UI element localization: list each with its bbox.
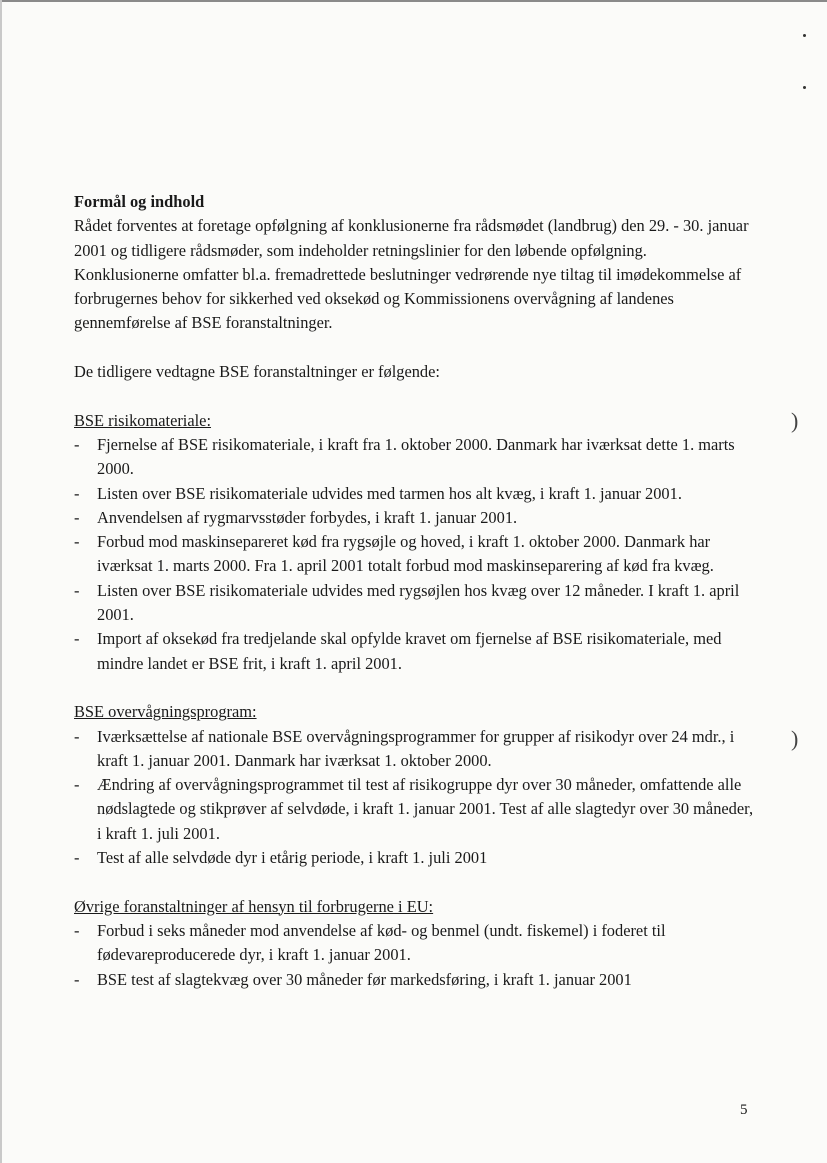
section-overvaagningsprogram	[74, 700, 754, 870]
list-item: - Iværksættelse af nationale BSE overvågningsprogrammer for grupper af risikodyr over 24 mdr., i kraft 1. januar 2001. Danmark har iværksat 1. oktober 2000.	[74, 726, 735, 770]
list-item: - Import af oksekød fra tredjelande skal opfylde kravet om fjernelse af BSE risikomateriale, med mindre landet er BSE frit, i kraft 1. april 2001.	[74, 629, 722, 673]
list-item: - Listen over BSE risikomateriale udvides med tarmen hos alt kvæg, i kraft 1. januar 2001.	[74, 483, 682, 503]
measure-list	[74, 725, 754, 871]
scan-left-edge	[0, 0, 2, 1163]
section-title: Formål og indhold	[74, 192, 205, 211]
list-item: - BSE test af slagtekvæg over 30 måneder før markedsføring, i kraft 1. januar 2001	[74, 969, 632, 989]
list-item: - Anvendelsen af rygmarvsstøder forbydes, i kraft 1. januar 2001.	[74, 507, 518, 527]
binder-hole-mark: )	[791, 726, 799, 751]
list-item: - Listen over BSE risikomateriale udvides med rygsøjlen hos kvæg over 12 måneder. I kraft 1. april 2001.	[74, 580, 740, 625]
intro-paragraph: Rådet forventes at foretage opfølgning af konklusionerne fra rådsmødet (landbrug) den 29. - 30. januar 2001 og tidligere rådsmøder, som indeholder retningslinier for den løbende opfølgning. Konklusionerne omfatter bl.a. fremadrettede beslutninger vedrørende nye tiltag til imødekommelse af forbrugernes behov for sikkerhed ved oksekød og Kommissionens overvågning af landenes gennemførelse af BSE foranstaltninger.	[74, 216, 749, 333]
list-item: - Fjernelse af BSE risikomateriale, i kraft fra 1. oktober 2000. Danmark har iværksat dette 1. marts 2000.	[74, 434, 735, 479]
list-item: - Test af alle selvdøde dyr i etårig periode, i kraft 1. juli 2001	[74, 848, 488, 868]
measure-list	[74, 433, 754, 676]
scan-speck	[803, 86, 806, 89]
list-item: - Forbud mod maskinsepareret kød fra rygsøjle og hoved, i kraft 1. oktober 2000. Danmark har iværksat 1. marts 2000. Fra 1. april 2001 totalt forbud mod maskinseparering af kød fra kvæg.	[74, 532, 714, 576]
list-item: - Ændring af overvågningsprogrammet til test af risikogruppe dyr over 30 måneder, omfattende alle nødslagtede og stikprøver af selvdøde, i kraft 1. januar 2001. Test af alle slagtedyr over 30 måneder, i kraft 1. juli 2001.	[74, 775, 754, 843]
section-risikomateriale	[74, 409, 754, 676]
page-number: 5	[740, 1102, 748, 1118]
section-heading: BSE overvågningsprogram:	[74, 702, 257, 722]
section-oevrige-foranstaltninger	[74, 895, 754, 992]
lead-paragraph: De tidligere vedtagne BSE foranstaltninger er følgende:	[74, 362, 440, 382]
document-body	[74, 190, 754, 992]
list-item: - Forbud i seks måneder mod anvendelse af kød- og benmel (undt. fiskemel) i foderet til fødevareproducerede dyr, i kraft 1. januar 2001.	[74, 920, 666, 965]
binder-hole-mark: )	[791, 408, 799, 433]
section-heading: BSE risikomateriale:	[74, 410, 212, 430]
scan-top-edge	[0, 0, 827, 2]
section-heading: Øvrige foranstaltninger af hensyn til forbrugerne i EU:	[74, 896, 434, 916]
scan-speck	[803, 34, 806, 37]
measure-list	[74, 919, 754, 992]
